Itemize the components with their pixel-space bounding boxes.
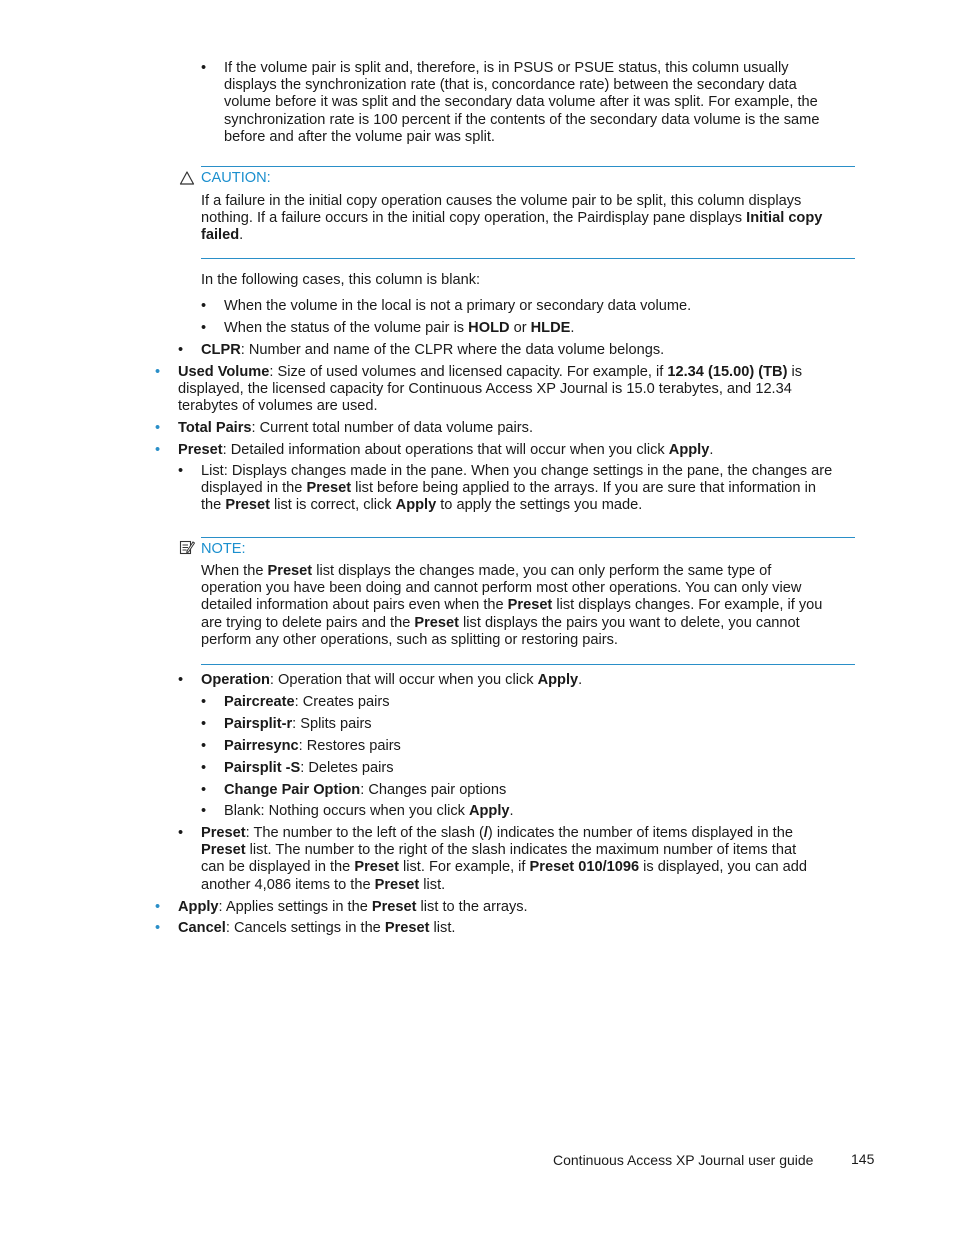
initial-copy-failed: Initial copy failed bbox=[201, 210, 823, 244]
bullet-marker: • bbox=[201, 298, 207, 314]
clpr-term: CLPR bbox=[201, 342, 241, 358]
apply-term: Apply bbox=[178, 899, 219, 915]
used-volume-term: Used Volume bbox=[178, 364, 270, 380]
blank-case-2: • When the status of the volume pair is HOLD or HLDE. bbox=[201, 320, 575, 336]
cancel-term: Cancel bbox=[178, 920, 226, 936]
blank-intro: In the following cases, this column is blank: bbox=[201, 272, 481, 288]
bullet-marker: • bbox=[155, 899, 161, 915]
bullet-marker: • bbox=[201, 760, 207, 776]
note-top-rule bbox=[201, 537, 855, 538]
bullet-marker: • bbox=[201, 803, 207, 819]
op-paircreate: • Paircreate: Creates pairs bbox=[201, 694, 390, 710]
note-label: NOTE: bbox=[201, 541, 246, 557]
footer-title: Continuous Access XP Journal user guide bbox=[553, 1152, 814, 1168]
blank-case-1: • When the volume in the local is not a primary or secondary data volume. bbox=[201, 298, 692, 314]
op-blank: • Blank: Nothing occurs when you click Apply. bbox=[201, 803, 514, 819]
bullet-marker: • bbox=[201, 716, 207, 732]
op-pairsplit-r: • Pairsplit-r: Splits pairs bbox=[201, 716, 372, 732]
bullet-marker: • bbox=[155, 364, 161, 380]
preset-term: Preset bbox=[178, 442, 223, 458]
bullet-marker: • bbox=[178, 463, 184, 479]
op-change-pair-option: • Change Pair Option: Changes pair options bbox=[201, 782, 507, 798]
total-pairs-item: • Total Pairs: Current total number of data volume pairs. bbox=[155, 420, 534, 436]
used-volume-item: • Used Volume: Size of used volumes and licensed capacity. For example, if 12.34 (15.00) (TB) is displayed, the licensed capacity for Continuous Access XP Journal is 15.0 terabytes, and 12.34 terabytes of volumes are used. bbox=[155, 364, 803, 415]
preset-item: • Preset: Detailed information about operations that will occur when you click Apply. bbox=[155, 442, 714, 458]
op-pairresync: • Pairresync: Restores pairs bbox=[201, 738, 401, 754]
op-pairsplit-s: • Pairsplit -S: Deletes pairs bbox=[201, 760, 394, 776]
bullet-marker: • bbox=[155, 920, 161, 936]
list-item: • List: Displays changes made in the pane. When you change settings in the pane, the changes are displayed in the Preset list before being applied to the arrays. If you are sure that information in the Preset list is correct, click Apply to apply the settings you made. bbox=[178, 463, 833, 514]
bullet-marker: • bbox=[178, 672, 184, 688]
bullet-marker: • bbox=[201, 320, 207, 336]
total-pairs-term: Total Pairs bbox=[178, 420, 252, 436]
preset-count-term: Preset bbox=[201, 825, 246, 841]
caution-top-rule bbox=[201, 166, 855, 167]
sync-rate-text: If the volume pair is split and, therefore, is in PSUS or PSUE status, this column usually displays the synchronization rate (that is, concordance rate) between the secondary data volume before it was split and the secondary data volume after it was split. For example, the synchronization rate is 100 percent if the contents of the secondary data volume is the same before and after the volume pair was split. bbox=[224, 60, 820, 145]
sync-rate-bullet bbox=[201, 60, 830, 146]
bullet-marker: • bbox=[155, 442, 161, 458]
bullet-marker: • bbox=[201, 694, 207, 710]
clpr-item: • CLPR: Number and name of the CLPR where the data volume belongs. bbox=[178, 342, 665, 358]
note-bottom-rule bbox=[201, 664, 855, 665]
note-text: When the Preset list displays the changes made, you can only perform the same type of operation you have been doing and cannot perform most other operations. You can only view detailed information about pairs even when the Preset list displays changes. For example, if you are trying to delete pairs and the Preset list displays the pairs you want to delete, you cannot perform any other operations, such as splitting or restoring pairs. bbox=[201, 563, 823, 648]
bullet-marker: • bbox=[178, 825, 184, 841]
bullet-marker: • bbox=[201, 782, 207, 798]
note-pencil-icon bbox=[179, 539, 195, 555]
bullet-marker: • bbox=[155, 420, 161, 436]
preset-count-item: • Preset: The number to the left of the slash (/) indicates the number of items displayed in the Preset list. The number to the right of the slash indicates the maximum number of items that can be displayed in the Preset list. For example, if Preset 010/1096 is displayed, you can add another 4,086 items to the Preset list. bbox=[178, 825, 808, 893]
apply-item: • Apply: Applies settings in the Preset list to the arrays. bbox=[155, 899, 528, 915]
caution-triangle-icon bbox=[179, 170, 195, 186]
caution-bottom-rule bbox=[201, 258, 855, 259]
page-number: 145 bbox=[851, 1151, 875, 1167]
operation-term: Operation bbox=[201, 672, 270, 688]
operation-item: • Operation: Operation that will occur when you click Apply. bbox=[178, 672, 583, 688]
caution-text: If a failure in the initial copy operation causes the volume pair to be split, this column displays nothing. If a failure occurs in the initial copy operation, the Pairdisplay pane displays Initial copy failed. bbox=[201, 193, 823, 244]
bullet-marker: • bbox=[178, 342, 184, 358]
caution-label: CAUTION: bbox=[201, 170, 271, 186]
bullet-marker: • bbox=[201, 60, 207, 76]
bullet-marker: • bbox=[201, 738, 207, 754]
cancel-item: • Cancel: Cancels settings in the Preset list. bbox=[155, 920, 456, 936]
